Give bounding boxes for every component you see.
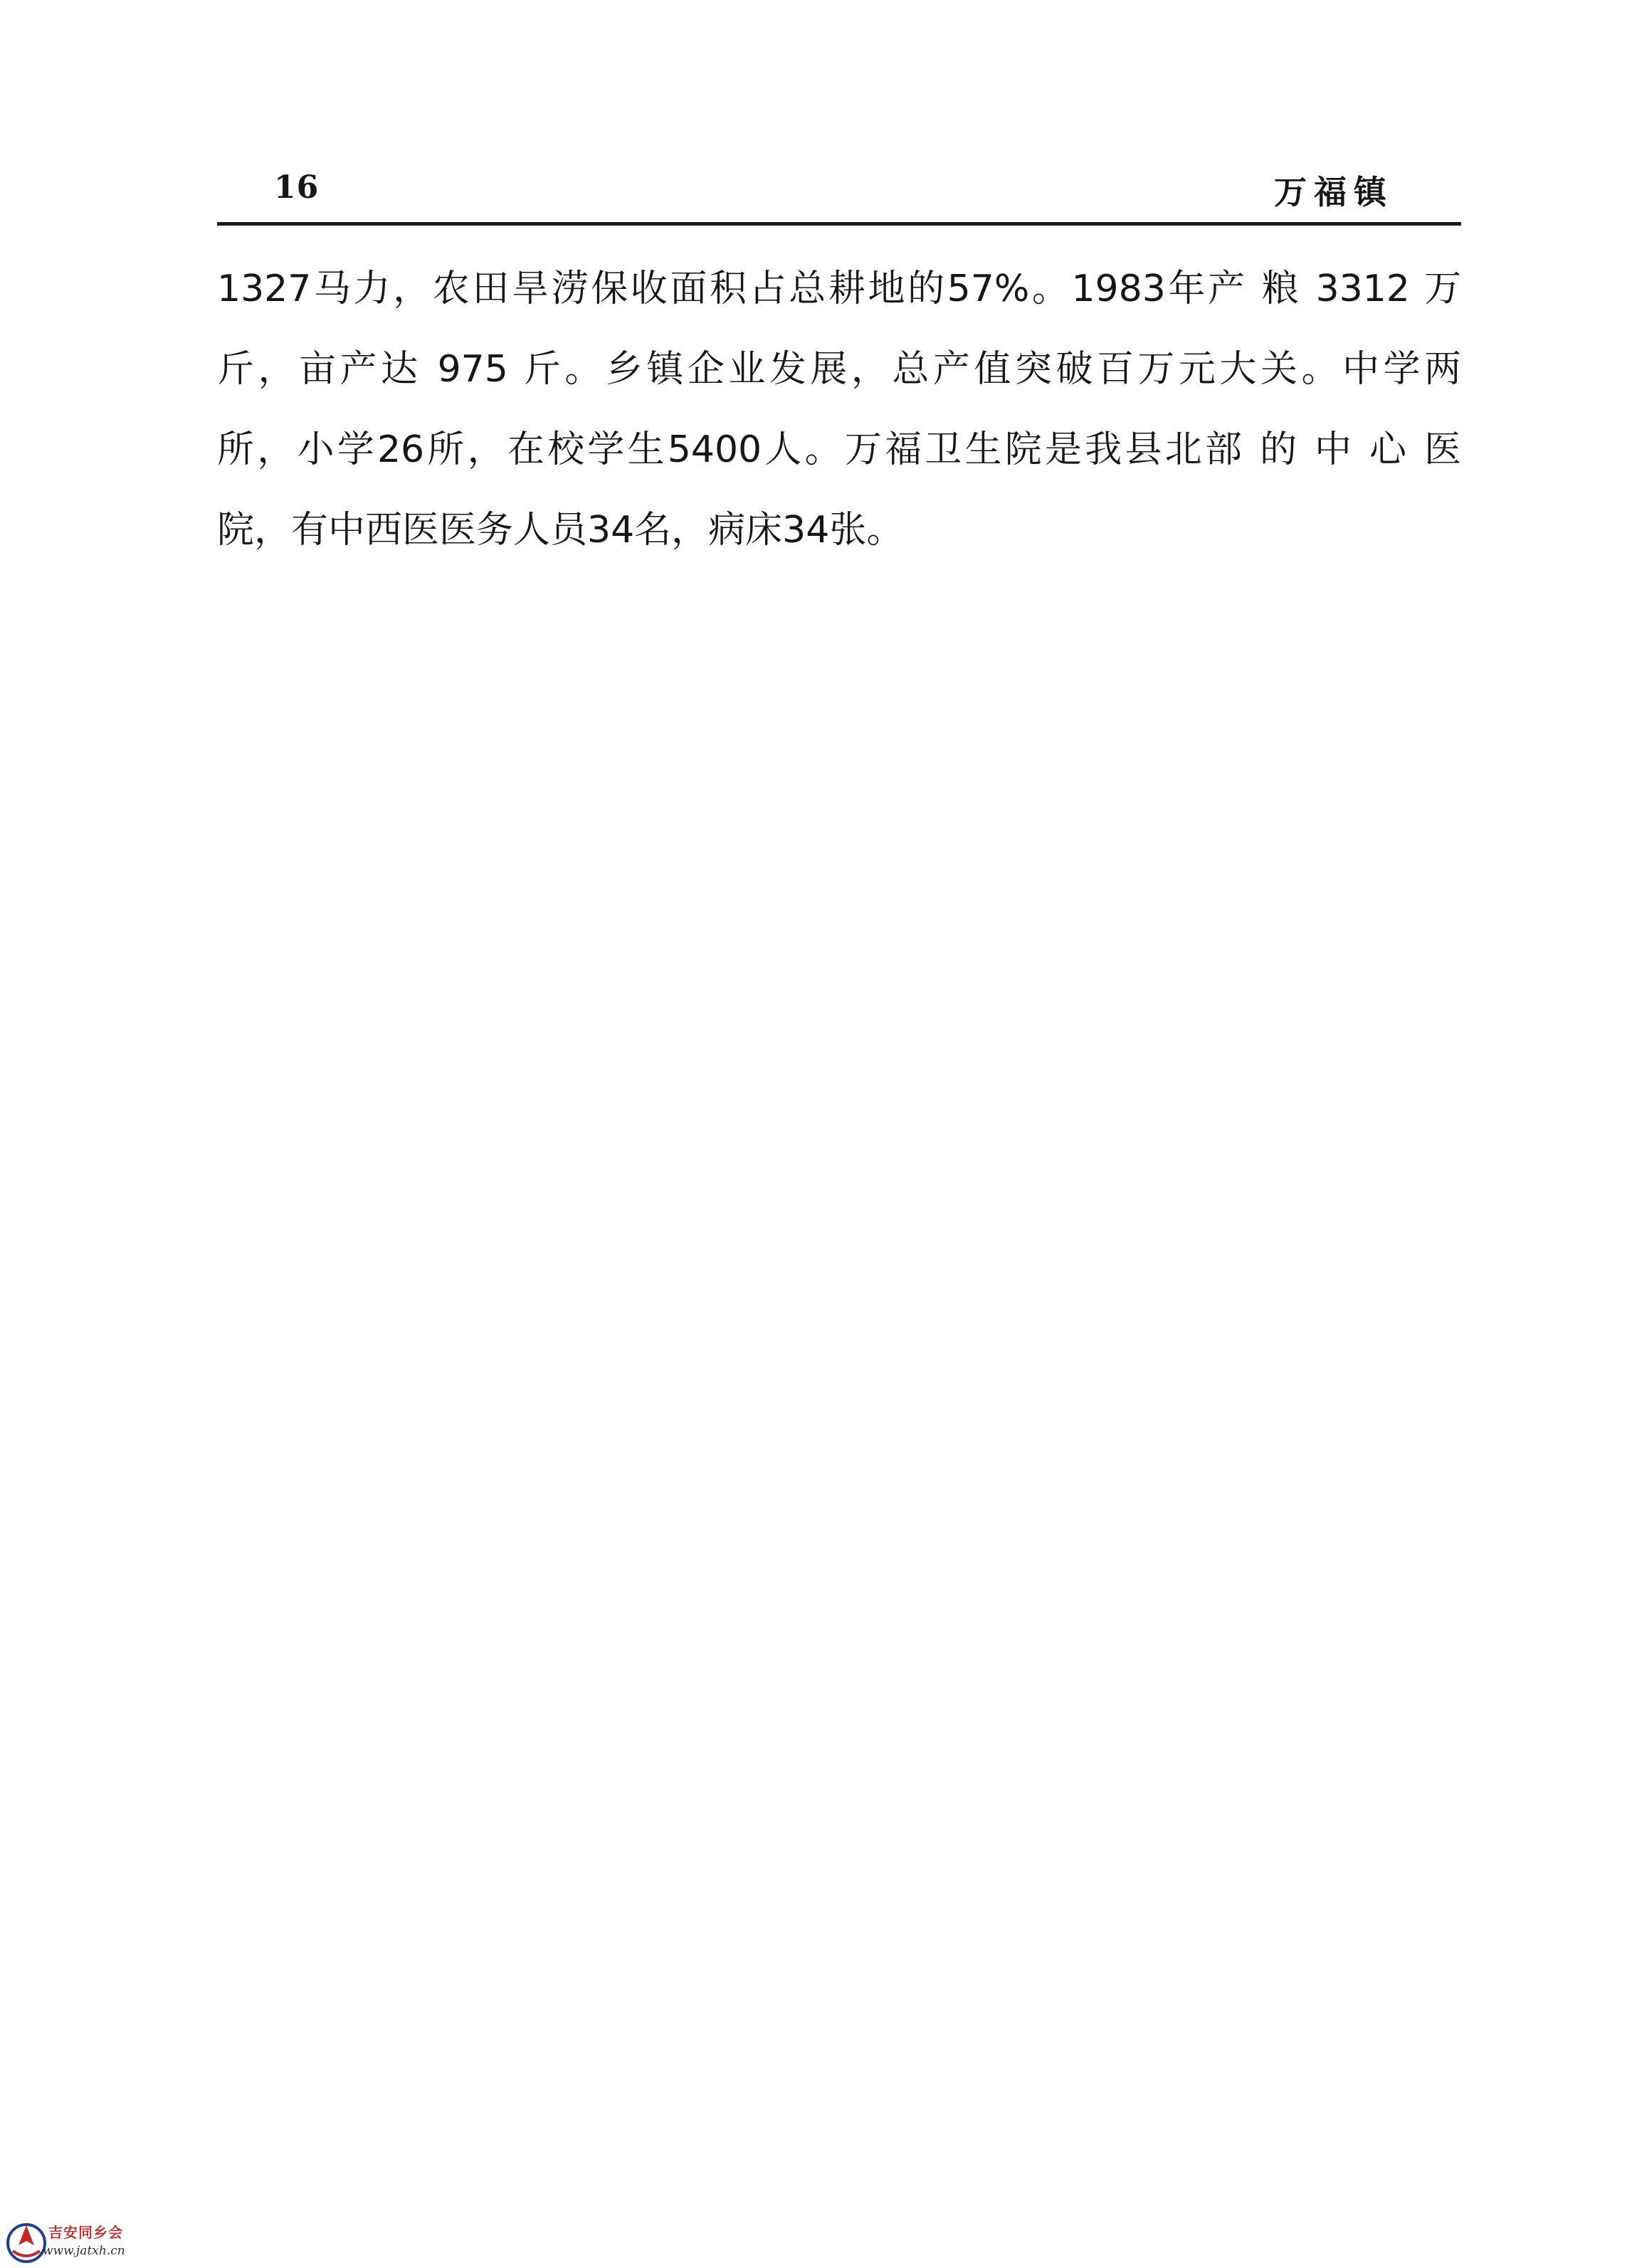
site-watermark	[4, 2217, 147, 2267]
watermark-url: www.jatxh.cn	[43, 2244, 125, 2258]
header-rule	[217, 222, 1461, 226]
text-line-3: 所，小学26所，在校学生5400人。万福卫生院是我县北部 的 中 心 医	[217, 428, 1461, 471]
page-number: 16	[274, 169, 320, 206]
page-header	[217, 164, 1461, 224]
text-line-2: 斤，亩产达 975 斤。乡镇企业发展，总产值突破百万元大关。中学两	[217, 348, 1461, 391]
body-paragraph	[217, 249, 1461, 571]
watermark-emblem-icon	[4, 2220, 48, 2264]
watermark-name: 吉安同乡会	[48, 2224, 123, 2241]
running-title: 万福镇	[1274, 173, 1394, 211]
text-line-4: 院，有中西医医务人员34名，病床34张。	[217, 509, 904, 552]
text-line-1: 1327马力，农田旱涝保收面积占总耕地的57%。1983年产 粮 3312 万	[217, 268, 1461, 310]
